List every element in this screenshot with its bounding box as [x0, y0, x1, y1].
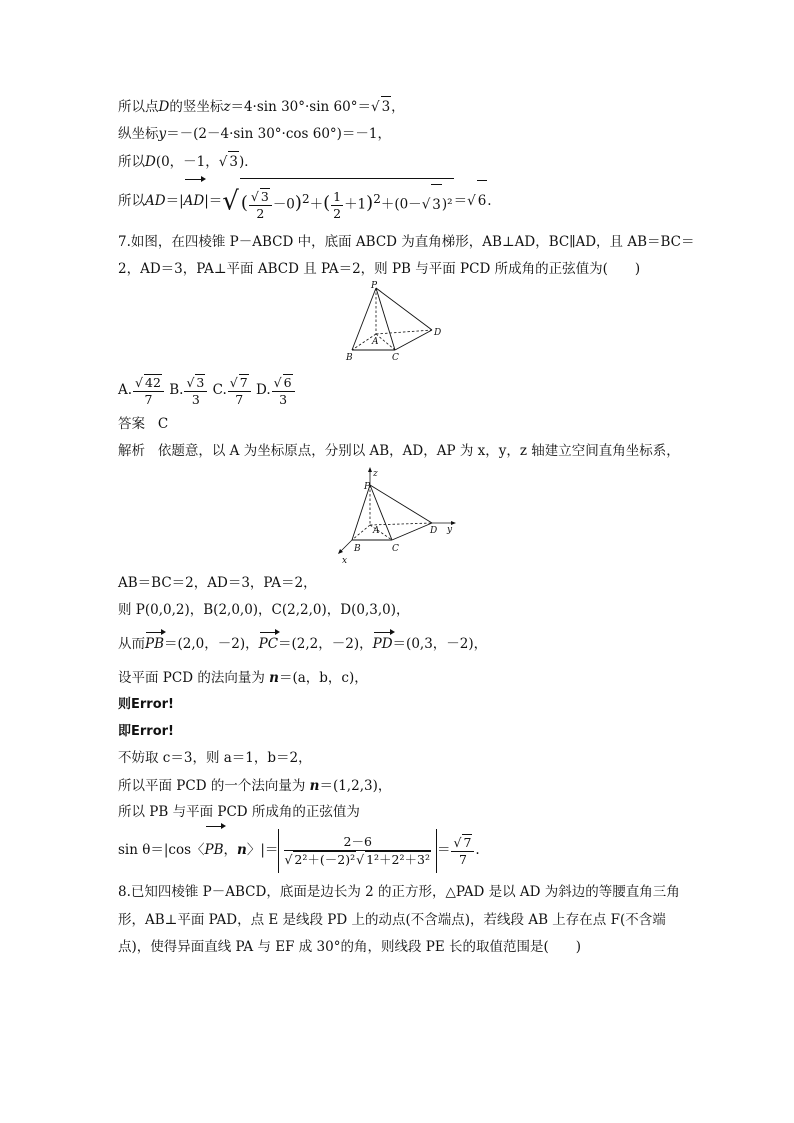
question-8-line-3: 点)，使得异面直线 PA 与 EF 成 30°的角，则线段 PE 长的取值范围是( ) [118, 939, 582, 955]
fraction: $\frac{√ 42}{7}$ [133, 374, 164, 408]
text: sin θ＝|cos〈 [118, 842, 205, 858]
answer-label: 答案 [118, 416, 145, 432]
text: ＝| [165, 192, 184, 209]
radicand: 3 [228, 151, 239, 172]
solution-step-5: 不妨取 c＝3，则 a＝1，b＝2， [118, 750, 312, 766]
fraction: $\frac{√ 3}{3}$ [184, 374, 207, 408]
solution-step-1: AB＝BC＝2，AD＝3，PA＝2， [118, 575, 317, 591]
text: y [158, 126, 167, 142]
denominator: 2 [333, 205, 342, 221]
text: ＝(0,3，－2)， [392, 636, 488, 652]
text: ＝4·sin 30°·sin 60°＝ [230, 99, 371, 115]
label-p: P [364, 482, 371, 492]
vector-pb: PB [205, 828, 224, 872]
pyramid-figure [340, 280, 460, 365]
question-8-line-2: 形，AB⊥平面 PAD，点 E 是线段 PD 上的动点(不含端点)，若线段 AB 上存在点 F(不含端 [118, 912, 666, 928]
text: ＋(0－ [380, 196, 422, 213]
fraction: $\frac{√ 7}{7}$ [228, 374, 251, 408]
label-c: C [392, 544, 399, 554]
text: 从而 [118, 636, 145, 652]
radical-body: ( $\frac{√ 3}{2}$ －0)$^2$＋( $\frac{1}{2}$ ＋1)$^2$＋(0－√ 3)² [240, 178, 454, 225]
radicand: 3 [196, 374, 205, 390]
exponent: 2 [301, 192, 310, 206]
fraction: $\frac{1}{2}$ [333, 188, 342, 221]
normal-vector: n [309, 778, 320, 794]
solution-line-y [118, 124, 391, 144]
text: 所以 [118, 192, 145, 209]
text: ＋1 [344, 196, 367, 213]
normal-vector: n [269, 670, 279, 686]
radicand: 3 [260, 189, 269, 204]
normal-vector: n [237, 842, 247, 858]
question-8-line-1: 8.已知四棱锥 P－ABCD，底面是边长为 2 的正方形，△PAD 是以 AD 为斜边的等腰直角三角 [118, 884, 680, 900]
text: ＝(1,2,3)， [319, 778, 392, 794]
edge-pb [352, 485, 370, 540]
text: . [487, 192, 492, 209]
vector-pb: PB [145, 636, 165, 652]
solution-line-z: 所以点D的竖坐标z＝4·sin 30°·sin 60°＝√ 3， [118, 96, 405, 117]
radical-sign: √ [222, 186, 239, 217]
question-7-line-2: 2，AD＝3，PA⊥平面 ABCD 且 PA＝2，则 PB 与平面 PCD 所成角的正弦值为( ) [118, 261, 641, 277]
label-a: A [372, 337, 379, 347]
label-c: C [392, 353, 399, 363]
label-x: x [342, 556, 348, 565]
text: D. [256, 382, 271, 398]
text: ＝(2,0，－2)， [164, 636, 259, 652]
label-a: A [373, 526, 380, 536]
radicand: 1²＋2²＋3² [366, 852, 430, 867]
option-d[interactable] [256, 374, 296, 407]
radicand: 6 [477, 180, 488, 221]
radicand: 3 [431, 184, 442, 225]
edge-pd [376, 288, 432, 330]
text: 〉|＝ [246, 842, 279, 858]
text: ＝(2,2，－2)， [278, 636, 373, 652]
radicand: 7 [463, 834, 472, 850]
text: 设平面 PCD 的法向量为 [118, 670, 270, 686]
error-line-2: 即Error! [118, 724, 174, 739]
text: )² [441, 196, 453, 213]
edge-cd [392, 523, 432, 540]
text: 的竖坐标 [169, 99, 224, 115]
radicand: 2²＋(－2)² [294, 852, 356, 867]
question-7-options [118, 372, 296, 408]
denominator: 3 [279, 391, 288, 407]
edge-ad [376, 330, 432, 334]
vector-pd: PD [372, 636, 393, 652]
option-a[interactable] [118, 374, 165, 407]
solution-step-4 [118, 668, 368, 688]
text: . [475, 842, 480, 858]
solution-step-2: 则 P(0,0,2)，B(2,0,0)，C(2,2,0)，D(0,3,0)， [118, 602, 410, 618]
text: (0，－1， [155, 154, 219, 170]
denominator: 3 [191, 391, 200, 407]
text: D [145, 154, 156, 170]
coordinate-pyramid-figure [330, 465, 470, 565]
text: －0 [272, 196, 295, 213]
label-y: y [447, 525, 453, 535]
text: )． [238, 154, 258, 170]
option-b[interactable] [169, 374, 208, 407]
vector-ad: AD [184, 181, 205, 221]
denominator: 7 [144, 391, 153, 407]
text: 所以点 [118, 99, 159, 115]
text: A. [118, 382, 133, 398]
error-line-1: 则Error! [118, 697, 174, 712]
radicand: 3 [381, 96, 392, 117]
text: ＋ [309, 196, 324, 213]
solution-step-8 [118, 828, 480, 873]
solution-line-d: 所以D(0，－1，√ 3)． [118, 151, 258, 172]
solution-step-7: 所以 PB 与平面 PCD 所成角的正弦值为 [118, 804, 360, 820]
text: AD [145, 192, 166, 209]
edge-pd [370, 485, 432, 523]
answer-line [118, 414, 168, 434]
radicand: 7 [239, 374, 248, 390]
analysis-line [118, 441, 680, 461]
question-7-line-1: 7.如图，在四棱锥 P－ABCD 中，底面 ABCD 为直角梯形，AB⊥AD，BC∥AD，且 AB＝BC＝ [118, 234, 695, 250]
x-axis [340, 540, 352, 552]
solution-line-ad-length: 所以AD＝|AD|＝√ ( $\frac{√ 3}{2}$ －0)$^2$＋( $\frac{1}{2}$ ＋1)$^2$＋(0－√ 3)²＝√ 6. [118, 178, 492, 225]
text: B. [169, 382, 184, 398]
edge-pc [376, 288, 395, 350]
text: ＝ [453, 192, 468, 209]
text: z [223, 99, 231, 115]
text: ， [223, 842, 238, 858]
text: 所以 [118, 154, 145, 170]
z-arrow [368, 467, 372, 472]
analysis-label: 解析 [118, 443, 145, 459]
fraction: $\frac{√ 6}{3}$ [272, 374, 295, 408]
denominator: 7 [235, 391, 244, 407]
text: 纵坐标 [118, 126, 159, 142]
text: C. [212, 382, 227, 398]
fraction: $\frac{2-6}{\text{√ 2²＋(－2)²√ 1²＋2²＋3²}}$ [284, 834, 430, 867]
fraction: $\frac{√ 3}{2}$ [249, 188, 272, 222]
edge-ad [370, 523, 432, 525]
radicand: 42 [145, 374, 161, 390]
exponent: 2 [373, 192, 381, 206]
text: 依题意，以 A 为坐标原点，分别以 AB，AD，AP 为 x，y，z 轴建立空间直角坐标系， [157, 443, 680, 459]
label-b: B [346, 353, 353, 363]
text: ＝ [436, 842, 451, 858]
denominator: 2 [256, 206, 265, 221]
vector-pc: PC [258, 636, 279, 652]
label-d: D [434, 328, 442, 338]
denominator: 7 [458, 851, 467, 867]
text: 所以平面 PCD 的一个法向量为 [118, 778, 310, 794]
absolute-value [278, 829, 437, 873]
edge-cd [395, 330, 432, 350]
label-p: P [371, 281, 378, 291]
text: ＝－(2－4·sin 30°·cos 60°)＝－1， [166, 126, 392, 142]
text: ＝(a，b，c)， [278, 670, 368, 686]
radicand: 6 [283, 374, 292, 390]
answer-value: C [157, 416, 169, 432]
solution-step-6 [118, 776, 391, 796]
fraction: $\frac{√ 7}{7}$ [451, 834, 474, 868]
text: D [158, 99, 170, 115]
label-z: z [373, 469, 378, 479]
text: |＝ [204, 192, 223, 209]
label-b: B [354, 544, 361, 554]
solution-step-3 [118, 634, 487, 654]
option-c[interactable] [212, 374, 252, 407]
text: ， [391, 99, 405, 115]
label-d: D [430, 526, 438, 536]
